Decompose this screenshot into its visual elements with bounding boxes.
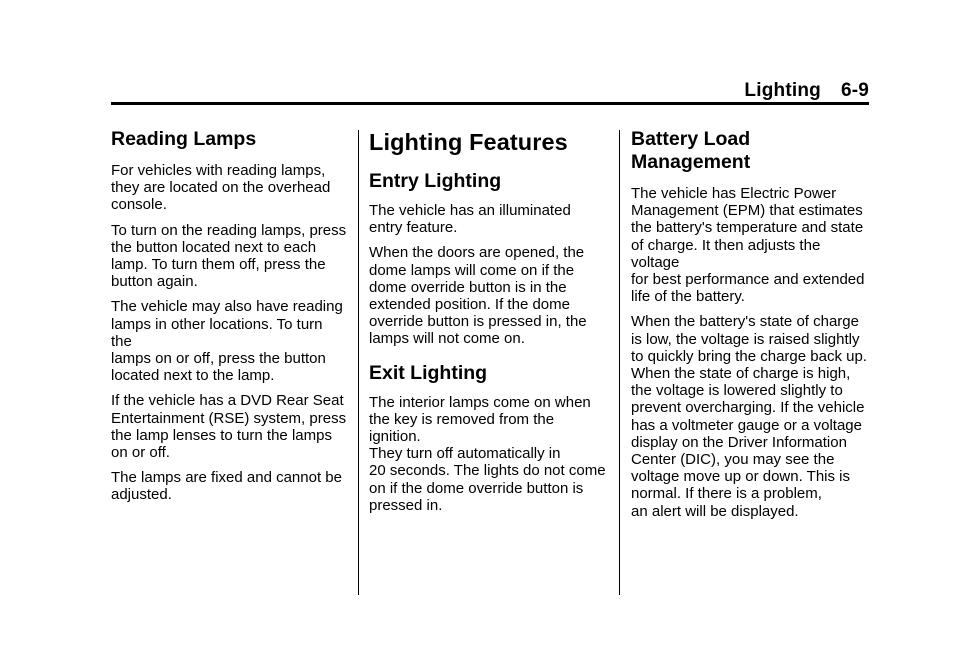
paragraph: If the vehicle has a DVD Rear Seat Entertainment (RSE) system, press the lamp lenses to turn the lamps on or off. (111, 392, 347, 462)
header-rule (111, 102, 869, 105)
running-header (744, 80, 869, 102)
paragraph: The interior lamps come on when the key is removed from the ignition. They turn off automatically in 20 seconds. The lights do not come on if the dome override button is pressed in. (369, 393, 606, 514)
section-title-reading-lamps: Reading Lamps (111, 128, 257, 150)
paragraph: For vehicles with reading lamps, they are located on the overhead console. (111, 162, 331, 214)
paragraph: To turn on the reading lamps, press the button located next to each lamp. To turn them off, press the button again. (111, 221, 347, 291)
column-divider (619, 130, 620, 595)
paragraph: The vehicle has Electric Power Management (EPM) that estimates the battery's temperature and state of charge. It then adjusts the voltage for best performance and extended life of the battery. (631, 185, 865, 306)
header-section-name: Lighting (744, 80, 821, 101)
section-title-entry-lighting: Entry Lighting (369, 170, 502, 192)
column-divider (358, 130, 359, 595)
column-reading-lamps (111, 128, 347, 512)
paragraph: The lamps are fixed and cannot be adjusted. (111, 469, 342, 504)
header-page-number: 6-9 (840, 80, 869, 101)
paragraph: When the battery's state of charge is low, the voltage is raised slightly to quickly bring the charge back up. When the state of charge is high, the voltage is lowered slightly to prevent overcharging. If the vehicle has a voltmeter gauge or a voltage display on the Driver Information Center (DIC), you may see the voltage move up or down. This is normal. If there is a problem, an alert will be displayed. (631, 313, 867, 520)
column-lighting-features (369, 128, 607, 522)
paragraph: The vehicle has an illuminated entry feature. (369, 202, 571, 237)
section-title-exit-lighting: Exit Lighting (369, 361, 488, 384)
paragraph: When the doors are opened, the dome lamps will come on if the dome override button is in the extended position. If the dome override button is pressed in, the lamps will not come on. (369, 244, 587, 348)
chapter-heading-lighting-features: Lighting Features (369, 129, 568, 155)
column-battery-load-management (631, 128, 871, 528)
paragraph: The vehicle may also have reading lamps in other locations. To turn the lamps on or off, press the button located next to the lamp. (111, 298, 343, 385)
section-title-battery-load-management: Battery Load Management (631, 128, 751, 173)
